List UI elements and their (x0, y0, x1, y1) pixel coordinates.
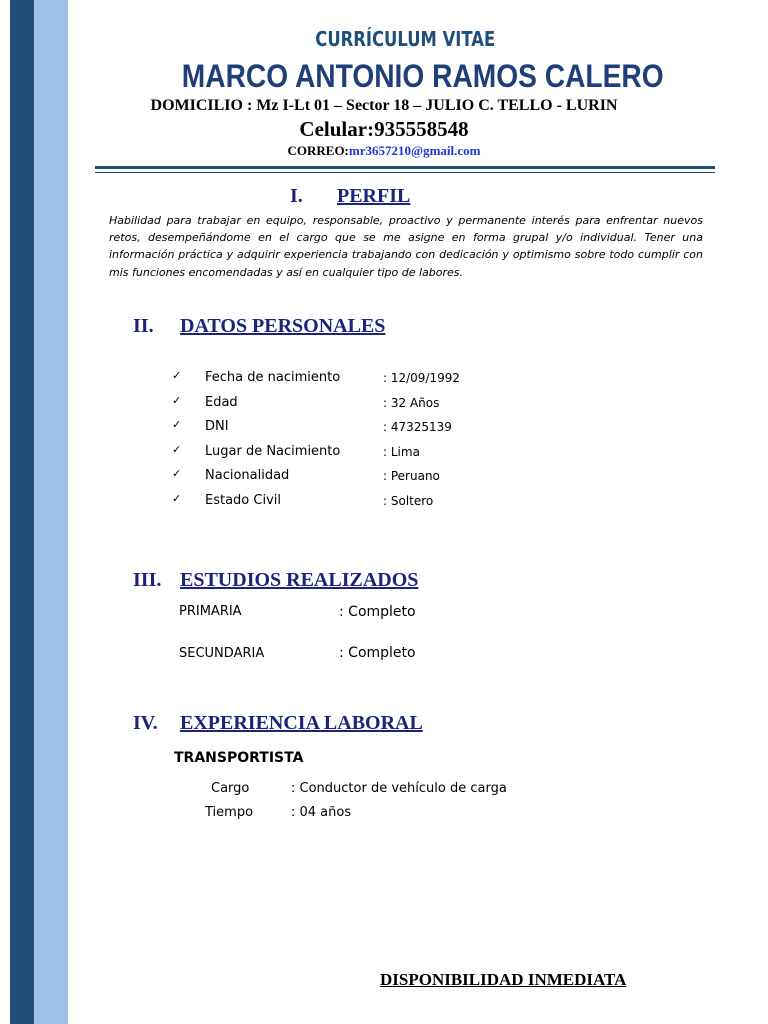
section-title: PERFIL (337, 185, 411, 207)
section-number: IV. (133, 712, 158, 734)
header-divider-thick (95, 166, 715, 169)
job-detail-label: Tiempo (205, 805, 254, 820)
section-number: III. (133, 569, 162, 591)
phone-value: 935558548 (374, 117, 469, 141)
education-level-status: : Completo (339, 645, 416, 661)
section-heading-personal-data (133, 315, 386, 338)
field-value: : Peruano (383, 469, 440, 484)
field-value: : 47325139 (383, 420, 452, 435)
section-heading-experience (133, 712, 423, 735)
education-level-status: : Completo (339, 604, 416, 620)
checkmark-icon: ✓ (172, 369, 182, 382)
phone-line (200, 117, 568, 142)
sidebar-stripe-dark (10, 0, 34, 1024)
phone-label: Celular: (299, 117, 375, 141)
job-detail-value: : 04 años (291, 805, 352, 820)
checkmark-icon: ✓ (172, 442, 182, 456)
field-label: Edad (205, 394, 238, 410)
field-label: Lugar de Nacimiento (205, 443, 341, 459)
field-label: Nacionalidad (205, 468, 290, 484)
section-number: I. (290, 185, 303, 207)
availability-note: DISPONIBILIDAD INMEDIATA (380, 970, 627, 989)
email-link[interactable]: mr3657210@gmail.com (348, 143, 481, 158)
checkmark-icon: ✓ (172, 418, 182, 432)
job-title: TRANSPORTISTA (174, 750, 304, 766)
field-label: Estado Civil (205, 492, 281, 508)
section-number: II. (133, 315, 154, 337)
job-detail-value: : Conductor de vehículo de carga (291, 781, 507, 796)
field-value: : Soltero (383, 493, 434, 508)
checkmark-icon: ✓ (172, 393, 182, 407)
sidebar-stripe-light (34, 0, 68, 1024)
section-heading-education (133, 569, 419, 592)
section-title: ESTUDIOS REALIZADOS (180, 569, 419, 591)
field-value: : 32 Años (383, 395, 440, 410)
checkmark-icon: ✓ (172, 491, 182, 505)
field-value: : Lima (383, 444, 420, 459)
section-heading-profile (290, 185, 411, 208)
candidate-name: MARCO ANTONIO RAMOS CALERO (181, 58, 664, 94)
section-title: EXPERIENCIA LABORAL (180, 712, 423, 734)
address-line: DOMICILIO : Mz I-Lt 01 – Sector 18 – JULIO C. TELLO - LURIN (150, 97, 618, 114)
education-level-label: PRIMARIA (179, 604, 242, 619)
section-title: DATOS PERSONALES (180, 315, 386, 337)
header-divider-thin (95, 172, 715, 173)
email-line (200, 143, 568, 159)
checkmark-icon: ✓ (172, 467, 182, 481)
field-value: : 12/09/1992 (383, 371, 461, 385)
job-detail-label: Cargo (211, 781, 250, 796)
education-level-label: SECUNDARIA (179, 646, 265, 661)
profile-text: Habilidad para trabajar en equipo, responsable, proactivo y permanente interés para enfrentar nuevos retos, desempeñándome en el cargo que se me asigne en forma grupal y/o individual. Tener una información práctica y adquirir experiencia trabajando con dedicación y optimismo sobre todo cumplir con mis funciones encomendadas y así en cualquier tipo de labores. (109, 214, 703, 279)
field-label: Fecha de nacimiento (205, 370, 341, 385)
field-label: DNI (205, 419, 229, 435)
email-label: CORREO: (287, 143, 349, 158)
cv-title: CURRÍCULUM VITAE (315, 27, 496, 51)
